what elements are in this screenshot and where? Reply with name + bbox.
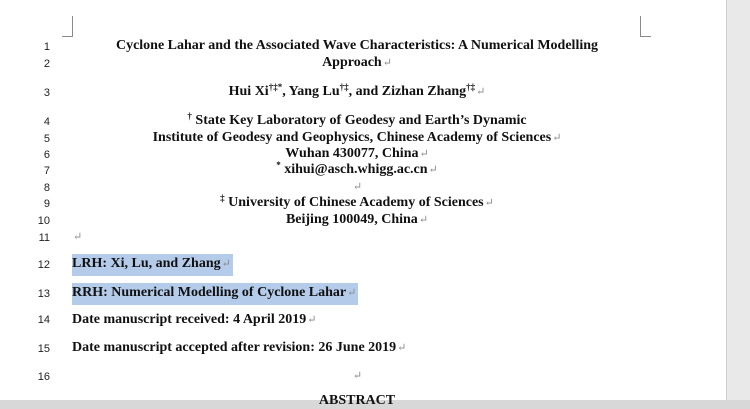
margin-corner-mark-right	[640, 16, 651, 37]
selected-text: LRH: Xi, Lu, and Zhang↵	[72, 254, 233, 276]
line-number: 5	[43, 133, 50, 145]
paragraph-mark: ↵	[347, 287, 357, 299]
paragraph-mark: ↵	[352, 181, 363, 193]
line-number: 15	[37, 343, 50, 355]
vertical-scrollbar[interactable]	[726, 0, 750, 400]
selected-text: RRH: Numerical Modelling of Cyclone Lahar↵	[72, 283, 358, 305]
running-head-right[interactable]	[72, 285, 358, 301]
paragraph-mark: ↵	[221, 258, 231, 270]
title-line-2[interactable]: Approach↵	[322, 55, 392, 70]
paragraph-mark: ↵	[307, 314, 317, 326]
line-number: 4	[43, 116, 50, 128]
date-accepted-line[interactable]: Date manuscript accepted after revision: 26 June 2019↵	[72, 340, 407, 355]
line-number: 11	[38, 232, 50, 244]
line-number: 9	[43, 198, 50, 210]
line-number: 14	[37, 314, 50, 326]
empty-line[interactable]	[72, 229, 82, 245]
margin-corner-mark-left	[62, 16, 73, 37]
paragraph-mark: ↵	[418, 214, 429, 226]
paragraph-mark: ↵	[352, 370, 363, 382]
title-line-1[interactable]: Cyclone Lahar and the Associated Wave Characteristics: A Numerical Modelling	[115, 38, 599, 53]
paragraph-mark: ↵	[419, 148, 429, 160]
empty-line[interactable]	[72, 368, 642, 384]
line-number: 3	[43, 87, 50, 99]
line-number: 6	[43, 149, 50, 161]
paragraph-mark: ↵	[382, 57, 392, 69]
paragraph-mark: ↵	[428, 164, 438, 176]
date-received-line[interactable]: Date manuscript received: 4 April 2019↵	[72, 312, 317, 327]
author-line[interactable]: Hui Xi†‡*, Yang Lu†‡, and Zizhan Zhang†‡↵	[228, 82, 486, 99]
line-number: 8	[43, 182, 50, 194]
line-number: 13	[37, 288, 50, 300]
paragraph-mark: ↵	[397, 342, 407, 354]
affiliation-1-line-2[interactable]: Institute of Geodesy and Geophysics, Chinese Academy of Sciences↵	[152, 130, 562, 145]
line-number: 1	[43, 41, 50, 53]
line-number: 10	[37, 215, 50, 227]
abstract-heading[interactable]: ABSTRACT	[318, 393, 396, 408]
running-head-left[interactable]	[72, 256, 233, 272]
paragraph-mark: ↵	[552, 132, 562, 144]
paragraph-mark: ↵	[484, 197, 494, 209]
empty-line[interactable]	[72, 179, 642, 195]
affiliation-2-line-2[interactable]: Beijing 100049, China↵	[285, 212, 429, 227]
paragraph-mark: ↵	[476, 86, 486, 98]
affiliation-2-line-1[interactable]: ‡ University of Chinese Academy of Sciences↵	[220, 193, 494, 210]
line-number: 16	[37, 371, 50, 383]
line-number: 7	[43, 165, 50, 177]
line-number: 12	[37, 259, 50, 271]
affiliation-1-line-3[interactable]: Wuhan 430077, China↵	[285, 146, 429, 161]
line-number: 2	[43, 58, 50, 70]
email-line[interactable]: * xihui@asch.whigg.ac.cn↵	[276, 160, 438, 177]
affiliation-1-line-1[interactable]: † State Key Laboratory of Geodesy and Earth’s Dynamic	[187, 111, 527, 128]
paragraph-mark: ↵	[73, 231, 83, 243]
